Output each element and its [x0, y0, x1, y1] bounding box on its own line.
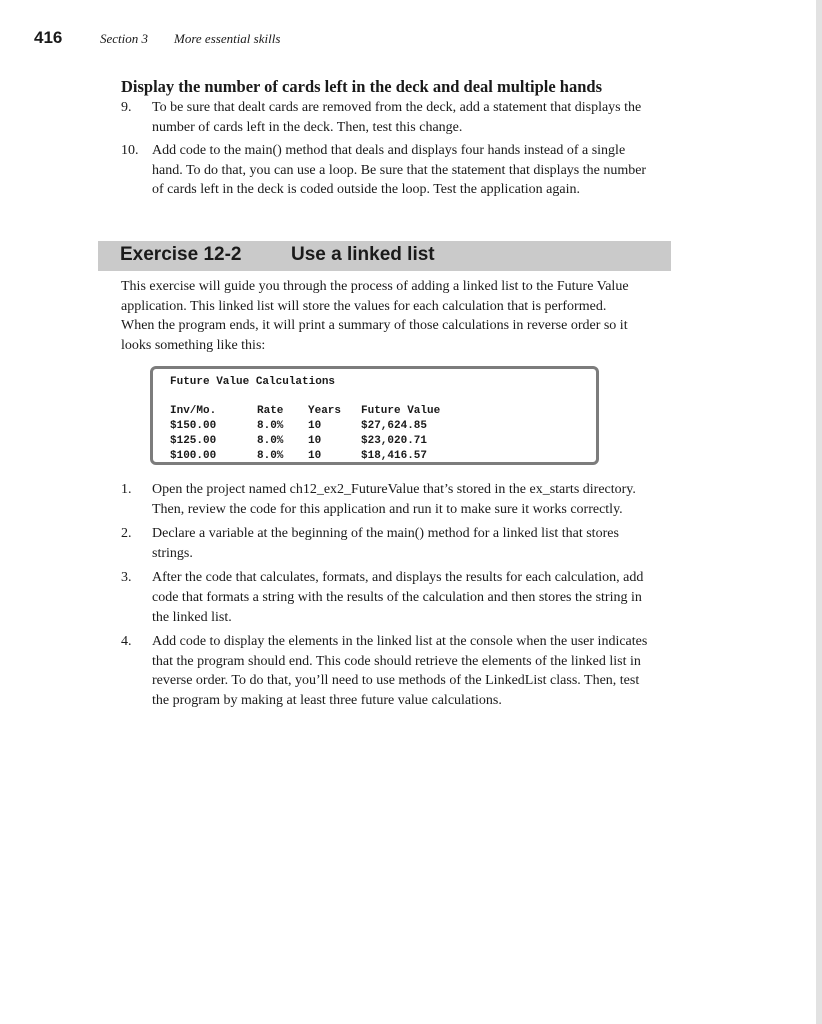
console-header-cell: Rate [257, 405, 284, 417]
step-number: 4. [121, 634, 132, 650]
list-item [121, 632, 651, 710]
section-label: Section 3 [100, 31, 149, 46]
console-cell: $27,624.85 [361, 420, 428, 432]
page-number: 416 [34, 28, 63, 47]
console-cell: $125.00 [170, 435, 217, 447]
card-steps-list [121, 98, 651, 204]
step-text: Add code to display the elements in the linked list at the console when the user indicates that the program should end. This code should retrieve the elements of the linked list in reverse order. To do that, you’ll need to use methods of the LinkedList class. Then, test the program by making at least three future value calculations. [152, 634, 648, 708]
step-number: 10. [121, 143, 139, 159]
list-item [121, 524, 651, 563]
console-cell: $18,416.57 [361, 450, 428, 462]
console-cell: $100.00 [170, 450, 217, 462]
section-title: More essential skills [174, 31, 281, 46]
console-title: Future Value Calculations [170, 376, 336, 388]
subsection-heading: Display the number of cards left in the deck and deal multiple hands [121, 77, 602, 96]
step-text: Add code to the main() method that deals and displays four hands instead of a single hand. To do that, you can use a loop. Be sure that the statement that displays the number of cards left in the deck is coded outside the loop. Test the application again. [152, 143, 647, 198]
console-cell: 10 [308, 435, 322, 447]
step-text: Declare a variable at the beginning of the main() method for a linked list that stores strings. [152, 526, 619, 561]
exercise-steps-list [121, 480, 651, 716]
step-number: 1. [121, 482, 132, 497]
console-cell: $23,020.71 [361, 435, 428, 447]
console-cell: 8.0% [257, 450, 284, 462]
list-item [121, 568, 651, 627]
exercise-title: Use a linked list [291, 244, 435, 265]
exercise-intro: This exercise will guide you through the process of adding a linked list to the Future Value application. This linked list will store the values for each calculation that is performed. When the program ends, it will print a summary of those calculations in reverse order so it looks something like this: [121, 279, 629, 353]
console-cell: 8.0% [257, 420, 284, 432]
console-cell: $150.00 [170, 420, 217, 432]
console-cell: 8.0% [257, 435, 284, 447]
console-header-cell: Future Value [361, 405, 441, 417]
step-number: 3. [121, 570, 132, 586]
console-cell: 10 [308, 420, 322, 432]
console-header-cell: Years [308, 405, 342, 417]
step-number: 2. [121, 526, 132, 542]
page-edge [816, 0, 822, 1024]
list-item [121, 141, 651, 200]
exercise-title-bar [98, 241, 671, 271]
console-cell: 10 [308, 450, 322, 462]
step-text: To be sure that dealt cards are removed from the deck, add a statement that displays the number of cards left in the deck. Then, test this change. [152, 100, 642, 135]
step-text: Open the project named ch12_ex2_FutureValue that’s stored in the ex_starts directory. Then, review the code for this application and run it to make sure it works correctly. [152, 482, 636, 517]
console-output-box [150, 366, 599, 465]
list-item [121, 480, 651, 519]
step-text: After the code that calculates, formats, and displays the results for each calculation, add code that formats a string with the results of the calculation and then stores the string in the linked list. [152, 570, 644, 625]
step-number: 9. [121, 100, 132, 115]
list-item [121, 98, 651, 137]
console-header-cell: Inv/Mo. [170, 405, 217, 417]
exercise-number: Exercise 12-2 [120, 244, 242, 265]
